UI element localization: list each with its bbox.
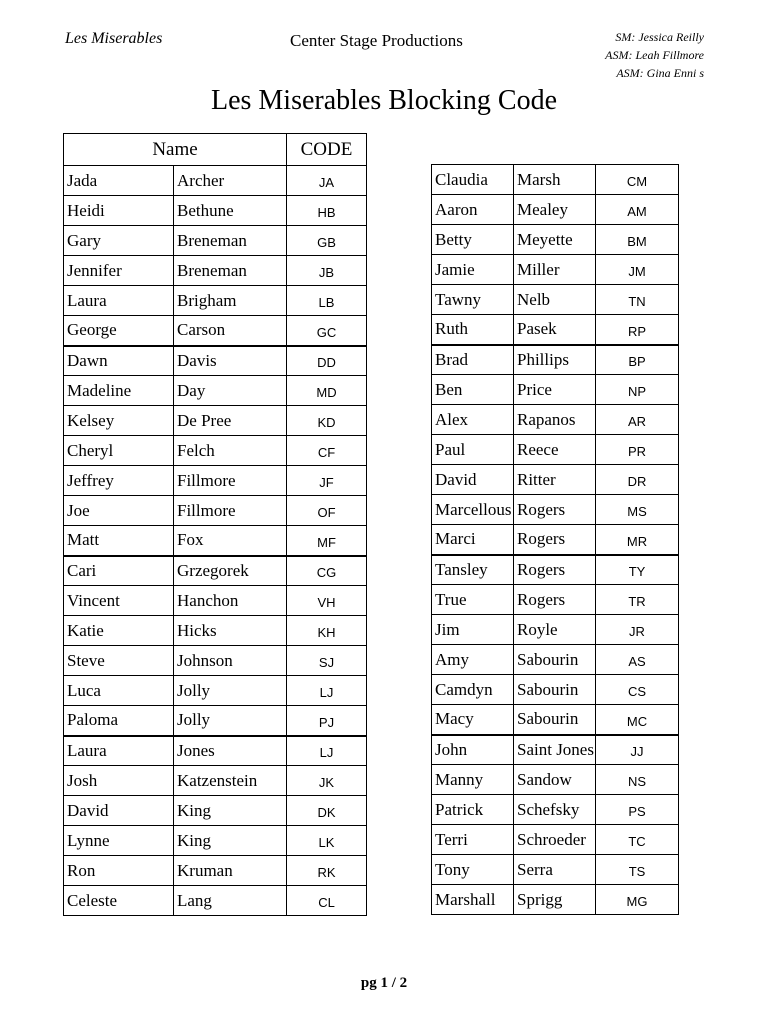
page-number: pg 1 / 2 — [360, 975, 408, 991]
last-name-cell: Sprigg — [514, 885, 596, 915]
code-cell: JK — [287, 766, 367, 796]
code-cell: MS — [596, 495, 679, 525]
last-name-cell: King — [174, 796, 287, 826]
code-cell: JF — [287, 466, 367, 496]
code-cell: TS — [596, 855, 679, 885]
first-name-cell: Laura — [64, 736, 174, 766]
first-name-cell: Tony — [432, 855, 514, 885]
first-name-cell: Jim — [432, 615, 514, 645]
first-name-cell: True — [432, 585, 514, 615]
first-name-cell: Ron — [64, 856, 174, 886]
code-cell: TN — [596, 285, 679, 315]
code-cell: NS — [596, 765, 679, 795]
first-name-cell: George — [64, 316, 174, 346]
first-name-cell: Marcellous — [432, 495, 514, 525]
code-cell: JA — [287, 166, 367, 196]
last-name-cell: Felch — [174, 436, 287, 466]
code-cell: BM — [596, 225, 679, 255]
code-cell: SJ — [287, 646, 367, 676]
last-name-cell: Fillmore — [174, 466, 287, 496]
table-row — [432, 645, 679, 675]
table-row — [64, 166, 367, 196]
first-name-cell: Macy — [432, 705, 514, 735]
table-row — [64, 556, 367, 586]
last-name-cell: Mealey — [514, 195, 596, 225]
right-code-table — [431, 164, 679, 915]
first-name-cell: Patrick — [432, 795, 514, 825]
first-name-cell: Ruth — [432, 315, 514, 345]
table-row — [432, 525, 679, 555]
table-row — [64, 586, 367, 616]
last-name-cell: Rogers — [514, 495, 596, 525]
last-name-cell: Bethune — [174, 196, 287, 226]
last-name-cell: De Pree — [174, 406, 287, 436]
first-name-cell: Camdyn — [432, 675, 514, 705]
last-name-cell: Royle — [514, 615, 596, 645]
first-name-cell: Vincent — [64, 586, 174, 616]
first-name-cell: Claudia — [432, 165, 514, 195]
table-row — [64, 796, 367, 826]
first-name-cell: Joe — [64, 496, 174, 526]
table-row — [64, 226, 367, 256]
code-cell: DD — [287, 346, 367, 376]
code-cell: AM — [596, 195, 679, 225]
code-cell: MF — [287, 526, 367, 556]
table-row — [432, 735, 679, 765]
last-name-cell: Sandow — [514, 765, 596, 795]
last-name-cell: Rogers — [514, 585, 596, 615]
table-row — [64, 256, 367, 286]
table-row — [432, 765, 679, 795]
last-name-cell: Reece — [514, 435, 596, 465]
code-cell: PJ — [287, 706, 367, 736]
first-name-cell: Steve — [64, 646, 174, 676]
table-row — [64, 646, 367, 676]
last-name-cell: Serra — [514, 855, 596, 885]
code-cell: PS — [596, 795, 679, 825]
table-row — [432, 885, 679, 915]
last-name-cell: Jolly — [174, 676, 287, 706]
code-cell: CS — [596, 675, 679, 705]
first-name-cell: Betty — [432, 225, 514, 255]
table-row — [432, 675, 679, 705]
table-header-row — [64, 134, 367, 166]
page-title: Les Miserables Blocking Code — [210, 85, 558, 116]
last-name-cell: Meyette — [514, 225, 596, 255]
table-row — [432, 255, 679, 285]
table-row — [64, 616, 367, 646]
table-row — [432, 705, 679, 735]
first-name-cell: Kelsey — [64, 406, 174, 436]
first-name-cell: Manny — [432, 765, 514, 795]
table-row — [64, 706, 367, 736]
table-row — [432, 435, 679, 465]
first-name-cell: Tawny — [432, 285, 514, 315]
table-row — [64, 196, 367, 226]
last-name-cell: Grzegorek — [174, 556, 287, 586]
first-name-cell: Jeffrey — [64, 466, 174, 496]
code-cell: TY — [596, 555, 679, 585]
last-name-cell: Archer — [174, 166, 287, 196]
table-row — [432, 495, 679, 525]
table-row — [432, 615, 679, 645]
code-cell: CG — [287, 556, 367, 586]
code-cell: TR — [596, 585, 679, 615]
first-name-cell: Ben — [432, 375, 514, 405]
code-cell: RP — [596, 315, 679, 345]
staff-line-sm: SM: Jessica Reilly — [615, 30, 704, 44]
first-name-cell: Heidi — [64, 196, 174, 226]
table-row — [64, 766, 367, 796]
code-cell: GC — [287, 316, 367, 346]
table-row — [64, 736, 367, 766]
code-cell: JM — [596, 255, 679, 285]
code-cell: CF — [287, 436, 367, 466]
last-name-cell: Ritter — [514, 465, 596, 495]
first-name-cell: Lynne — [64, 826, 174, 856]
last-name-cell: Carson — [174, 316, 287, 346]
first-name-cell: David — [432, 465, 514, 495]
last-name-cell: Kruman — [174, 856, 287, 886]
table-row — [64, 466, 367, 496]
first-name-cell: Amy — [432, 645, 514, 675]
code-cell: MR — [596, 525, 679, 555]
last-name-cell: Schroeder — [514, 825, 596, 855]
table-row — [432, 795, 679, 825]
code-cell: GB — [287, 226, 367, 256]
last-name-cell: Day — [174, 376, 287, 406]
code-cell: JR — [596, 615, 679, 645]
first-name-cell: Jennifer — [64, 256, 174, 286]
table-row — [432, 585, 679, 615]
first-name-cell: Paloma — [64, 706, 174, 736]
table-row — [64, 436, 367, 466]
last-name-cell: Fillmore — [174, 496, 287, 526]
table-row — [432, 825, 679, 855]
table-row — [432, 345, 679, 375]
last-name-cell: Schefsky — [514, 795, 596, 825]
table-row — [64, 286, 367, 316]
last-name-cell: Fox — [174, 526, 287, 556]
code-cell: CM — [596, 165, 679, 195]
code-cell: DR — [596, 465, 679, 495]
last-name-cell: Brigham — [174, 286, 287, 316]
table-row — [432, 285, 679, 315]
first-name-cell: Aaron — [432, 195, 514, 225]
first-name-cell: David — [64, 796, 174, 826]
first-name-cell: Luca — [64, 676, 174, 706]
code-cell: CL — [287, 886, 367, 916]
code-cell: JJ — [596, 735, 679, 765]
code-cell: OF — [287, 496, 367, 526]
last-name-cell: Hanchon — [174, 586, 287, 616]
last-name-cell: Rogers — [514, 525, 596, 555]
code-cell: VH — [287, 586, 367, 616]
table-row — [432, 375, 679, 405]
first-name-cell: Terri — [432, 825, 514, 855]
name-header: Name — [64, 134, 287, 166]
code-cell: MD — [287, 376, 367, 406]
code-cell: MC — [596, 705, 679, 735]
code-cell: NP — [596, 375, 679, 405]
last-name-cell: Marsh — [514, 165, 596, 195]
first-name-cell: Matt — [64, 526, 174, 556]
table-row — [64, 406, 367, 436]
last-name-cell: Nelb — [514, 285, 596, 315]
last-name-cell: Sabourin — [514, 675, 596, 705]
code-cell: KD — [287, 406, 367, 436]
code-cell: AS — [596, 645, 679, 675]
first-name-cell: Josh — [64, 766, 174, 796]
table-row — [64, 826, 367, 856]
first-name-cell: Dawn — [64, 346, 174, 376]
first-name-cell: Jamie — [432, 255, 514, 285]
last-name-cell: Breneman — [174, 226, 287, 256]
last-name-cell: Rogers — [514, 555, 596, 585]
last-name-cell: Lang — [174, 886, 287, 916]
code-header: CODE — [287, 134, 367, 166]
last-name-cell: Price — [514, 375, 596, 405]
table-row — [432, 195, 679, 225]
table-row — [64, 886, 367, 916]
first-name-cell: Katie — [64, 616, 174, 646]
table-row — [64, 676, 367, 706]
code-cell: JB — [287, 256, 367, 286]
table-row — [432, 405, 679, 435]
code-cell: LB — [287, 286, 367, 316]
company-name: Center Stage Productions — [290, 31, 463, 50]
code-cell: KH — [287, 616, 367, 646]
table-row — [64, 346, 367, 376]
code-cell: RK — [287, 856, 367, 886]
last-name-cell: Breneman — [174, 256, 287, 286]
table-row — [64, 496, 367, 526]
last-name-cell: Rapanos — [514, 405, 596, 435]
code-cell: DK — [287, 796, 367, 826]
last-name-cell: Saint Jones — [514, 735, 596, 765]
last-name-cell: Phillips — [514, 345, 596, 375]
last-name-cell: Hicks — [174, 616, 287, 646]
first-name-cell: Madeline — [64, 376, 174, 406]
last-name-cell: Johnson — [174, 646, 287, 676]
last-name-cell: Sabourin — [514, 645, 596, 675]
table-row — [432, 555, 679, 585]
last-name-cell: Jolly — [174, 706, 287, 736]
first-name-cell: Cheryl — [64, 436, 174, 466]
first-name-cell: Marci — [432, 525, 514, 555]
code-cell: BP — [596, 345, 679, 375]
staff-list — [605, 28, 704, 82]
first-name-cell: John — [432, 735, 514, 765]
show-title: Les Miserables — [65, 30, 163, 47]
left-code-table — [63, 133, 367, 916]
last-name-cell: Miller — [514, 255, 596, 285]
code-cell: LJ — [287, 736, 367, 766]
code-cell: LK — [287, 826, 367, 856]
table-row — [432, 315, 679, 345]
table-row — [64, 376, 367, 406]
code-cell: AR — [596, 405, 679, 435]
last-name-cell: Jones — [174, 736, 287, 766]
staff-line-asm-2: ASM: Gina Enni s — [616, 66, 704, 80]
table-row — [432, 465, 679, 495]
table-row — [432, 165, 679, 195]
code-cell: LJ — [287, 676, 367, 706]
first-name-cell: Celeste — [64, 886, 174, 916]
first-name-cell: Alex — [432, 405, 514, 435]
first-name-cell: Brad — [432, 345, 514, 375]
table-row — [64, 526, 367, 556]
table-row — [64, 856, 367, 886]
table-row — [64, 316, 367, 346]
first-name-cell: Cari — [64, 556, 174, 586]
first-name-cell: Laura — [64, 286, 174, 316]
last-name-cell: Sabourin — [514, 705, 596, 735]
code-cell: HB — [287, 196, 367, 226]
table-row — [432, 855, 679, 885]
first-name-cell: Paul — [432, 435, 514, 465]
last-name-cell: Katzenstein — [174, 766, 287, 796]
last-name-cell: Pasek — [514, 315, 596, 345]
staff-line-asm-1: ASM: Leah Fillmore — [605, 48, 704, 62]
code-cell: PR — [596, 435, 679, 465]
last-name-cell: King — [174, 826, 287, 856]
first-name-cell: Gary — [64, 226, 174, 256]
last-name-cell: Davis — [174, 346, 287, 376]
table-row — [432, 225, 679, 255]
code-cell: TC — [596, 825, 679, 855]
code-cell: MG — [596, 885, 679, 915]
first-name-cell: Jada — [64, 166, 174, 196]
first-name-cell: Marshall — [432, 885, 514, 915]
first-name-cell: Tansley — [432, 555, 514, 585]
